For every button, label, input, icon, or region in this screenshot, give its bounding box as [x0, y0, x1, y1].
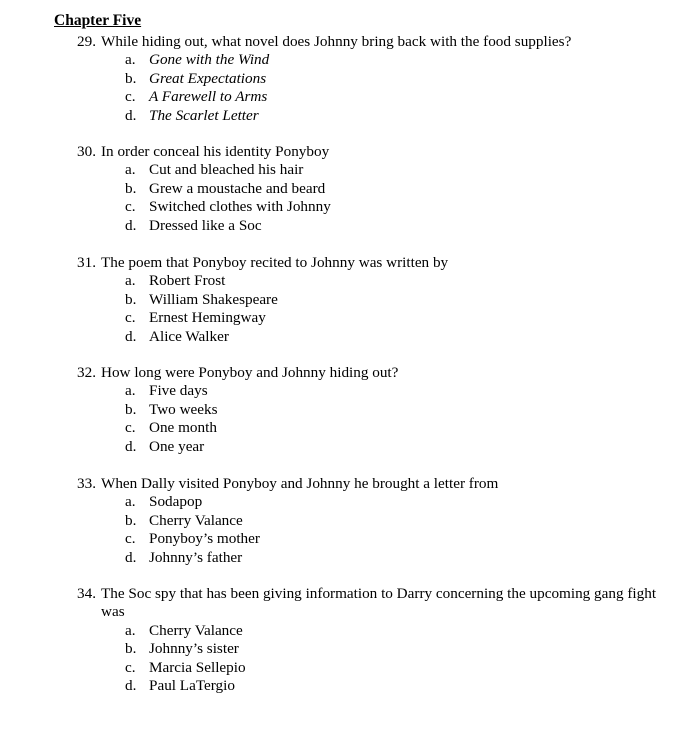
answer-option [125, 328, 667, 346]
answer-option [125, 512, 667, 530]
option-text: Grew a moustache and beard [149, 179, 326, 197]
option-text: One year [149, 437, 205, 455]
answer-option [125, 309, 667, 327]
option-label: a. [125, 51, 136, 69]
option-label: d. [125, 677, 137, 695]
option-text: Switched clothes with Johnny [149, 198, 331, 216]
chapter-title: Chapter Five [54, 12, 142, 29]
question-text: The poem that Ponyboy recited to Johnny was written by [101, 254, 449, 271]
question-text: The Soc spy that has been giving information to Darry concerning the upcoming gang fight was [101, 585, 657, 621]
option-label: b. [125, 640, 137, 658]
option-text: William Shakespeare [149, 290, 278, 308]
answer-option [125, 291, 667, 309]
option-label: a. [125, 161, 136, 179]
option-text: One month [149, 419, 217, 437]
option-label: c. [125, 88, 136, 106]
answer-option [125, 180, 667, 198]
option-text: Ponyboy’s mother [149, 530, 260, 548]
answer-option [125, 88, 667, 106]
answer-option [125, 419, 667, 437]
question-text: In order conceal his identity Ponyboy [101, 143, 330, 160]
option-label: b. [125, 400, 137, 418]
question-31 [77, 254, 667, 346]
option-text: Two weeks [149, 400, 218, 418]
option-text: Ernest Hemingway [149, 309, 266, 327]
answer-option [125, 70, 667, 88]
option-text: Paul LaTergio [149, 677, 235, 695]
answer-option [125, 272, 667, 290]
answer-option [125, 677, 667, 695]
option-text: Sodapop [149, 493, 203, 511]
option-text: Cherry Valance [149, 621, 243, 639]
question-stem [77, 364, 667, 382]
question-stem [77, 585, 667, 622]
option-label: b. [125, 179, 137, 197]
option-label: c. [125, 658, 136, 676]
answer-option [125, 530, 667, 548]
option-text: Marcia Sellepio [149, 658, 246, 676]
answer-option [125, 549, 667, 567]
answer-option [125, 51, 667, 69]
option-label: a. [125, 272, 136, 290]
option-label: c. [125, 198, 136, 216]
option-label: a. [125, 382, 136, 400]
option-label: c. [125, 419, 136, 437]
question-text: How long were Ponyboy and Johnny hiding out? [101, 364, 399, 381]
option-text: Five days [149, 382, 208, 400]
question-33 [77, 475, 667, 567]
answer-option [125, 217, 667, 235]
option-text: Robert Frost [149, 272, 226, 290]
question-number: 31. [77, 254, 96, 271]
option-text: Gone with the Wind [149, 51, 270, 69]
option-text: Cherry Valance [149, 511, 243, 529]
question-stem [77, 143, 667, 161]
option-label: a. [125, 621, 136, 639]
answer-option [125, 198, 667, 216]
answer-option [125, 438, 667, 456]
option-label: d. [125, 216, 137, 234]
option-text: Alice Walker [149, 327, 229, 345]
option-label: a. [125, 493, 136, 511]
question-stem [77, 254, 667, 272]
question-number: 32. [77, 364, 96, 381]
answer-option [125, 493, 667, 511]
option-text: Johnny’s sister [149, 640, 239, 658]
answer-option [125, 640, 667, 658]
question-number: 29. [77, 33, 96, 50]
option-label: c. [125, 530, 136, 548]
option-text: Great Expectations [149, 69, 267, 87]
question-text: While hiding out, what novel does Johnny bring back with the food supplies? [101, 33, 572, 50]
option-text: Cut and bleached his hair [149, 161, 304, 179]
question-stem [77, 33, 667, 51]
question-text: When Dally visited Ponyboy and Johnny he brought a letter from [101, 475, 499, 492]
option-label: b. [125, 69, 137, 87]
question-stem [77, 475, 667, 493]
option-text: The Scarlet Letter [149, 106, 259, 124]
option-label: d. [125, 437, 137, 455]
question-29 [77, 33, 667, 125]
question-30 [77, 143, 667, 235]
question-number: 33. [77, 475, 96, 492]
answer-option [125, 382, 667, 400]
option-text: Dressed like a Soc [149, 216, 262, 234]
option-label: b. [125, 290, 137, 308]
question-number: 34. [77, 585, 96, 602]
answer-option [125, 401, 667, 419]
option-label: d. [125, 548, 137, 566]
answer-option [125, 107, 667, 125]
question-32 [77, 364, 667, 456]
answer-option [125, 659, 667, 677]
option-text: Johnny’s father [149, 548, 243, 566]
option-label: b. [125, 511, 137, 529]
answer-option [125, 622, 667, 640]
option-label: d. [125, 106, 137, 124]
question-34 [77, 585, 667, 695]
option-label: d. [125, 327, 137, 345]
option-text: A Farewell to Arms [149, 88, 268, 106]
option-label: c. [125, 309, 136, 327]
question-number: 30. [77, 143, 96, 160]
answer-option [125, 161, 667, 179]
